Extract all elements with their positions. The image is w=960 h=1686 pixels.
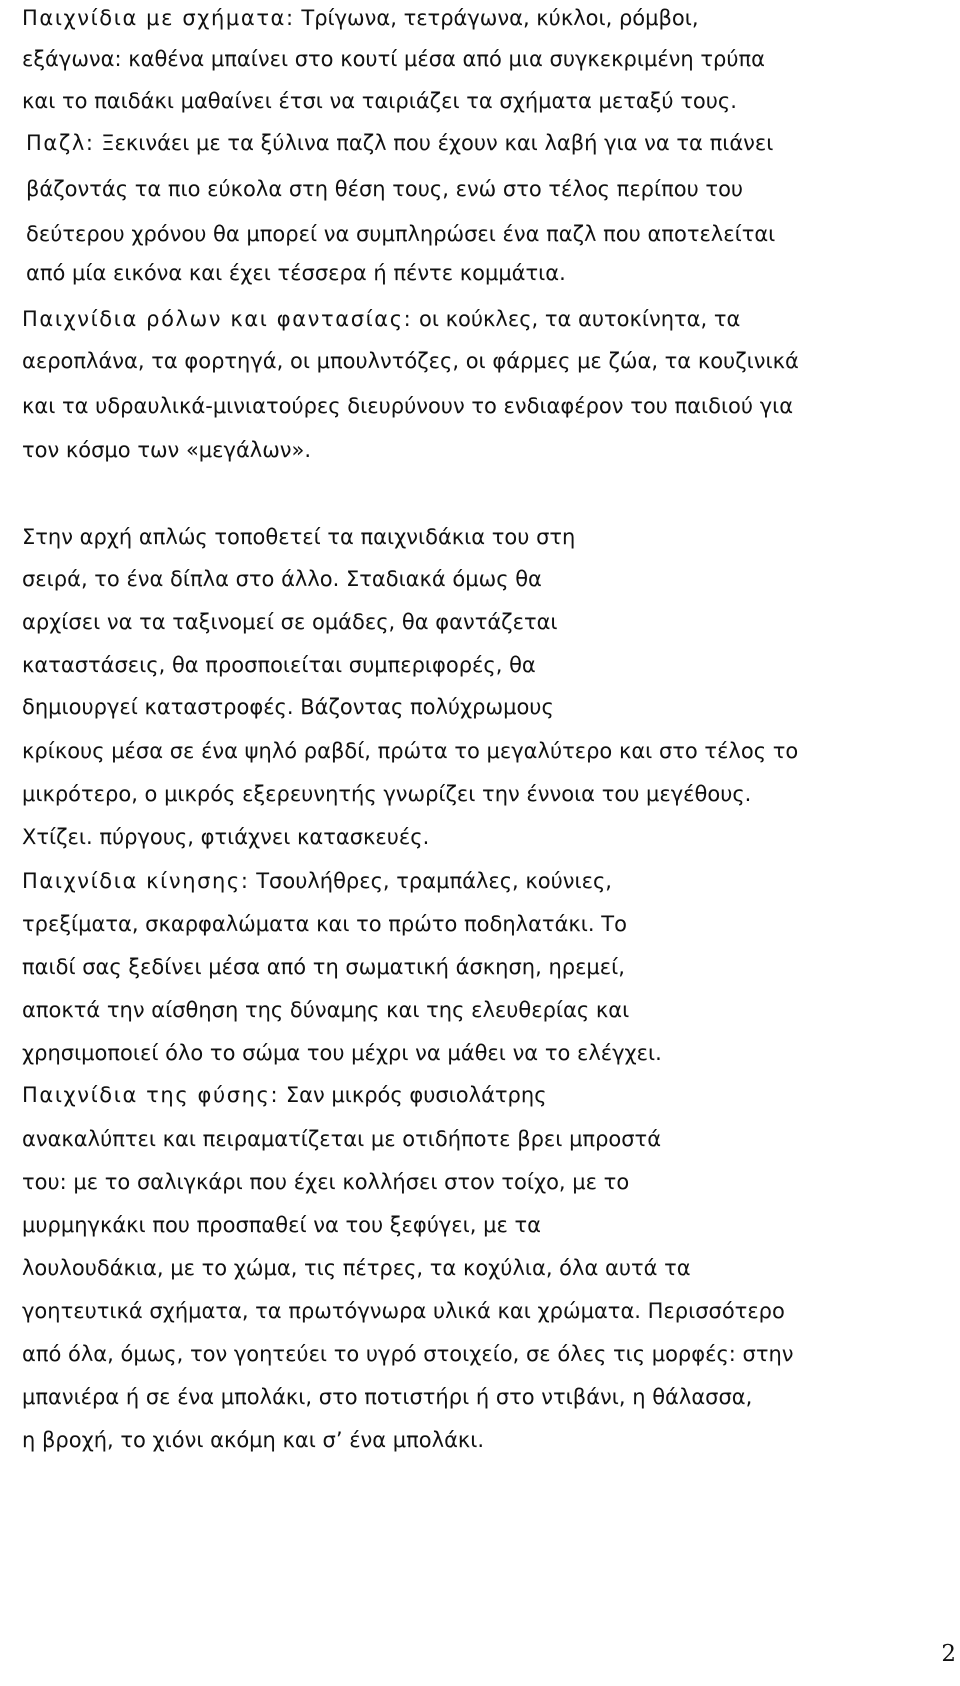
line-text: κρίκους μέσα σε ένα ψηλό ραβδί, πρώτα το μεγαλύτερο και στο τέλος το <box>22 739 799 763</box>
text-line <box>22 436 311 464</box>
text-line <box>22 4 699 32</box>
line-text: λουλουδάκια, με το χώμα, τις πέτρες, τα κοχύλια, όλα αυτά τα <box>22 1256 691 1280</box>
text-line <box>26 175 743 203</box>
text-line <box>22 651 536 679</box>
line-text: παιδί σας ξεδίνει μέσα από τη σωματική άσκηση, ηρεμεί, <box>22 955 625 979</box>
text-line <box>22 953 625 981</box>
line-text: αποκτά την αίσθηση της δύναμης και της ελευθερίας και <box>22 998 630 1022</box>
text-line <box>22 780 751 808</box>
text-line <box>22 305 740 333</box>
line-text: από μία εικόνα και έχει τέσσερα ή πέντε κομμάτια. <box>26 261 566 285</box>
text-line <box>22 693 554 721</box>
line-text: οι κούκλες, τα αυτοκίνητα, τα <box>412 307 741 331</box>
line-text: Ξεκινάει με τα ξύλινα παζλ που έχουν και λαβή για να τα πιάνει <box>94 131 774 155</box>
line-text: εξάγωνα: καθένα μπαίνει στο κουτί μέσα από μια συγκεκριμένη τρύπα <box>22 47 765 71</box>
text-line <box>22 523 575 551</box>
line-text: αρχίσει να τα ταξινομεί σε ομάδες, θα φαντάζεται <box>22 610 558 634</box>
line-text: καταστάσεις, θα προσποιείται συμπεριφορές, θα <box>22 653 536 677</box>
text-line <box>22 1340 794 1368</box>
text-line <box>22 910 627 938</box>
line-text: χρησιμοποιεί όλο το σώμα του μέχρι να μάθει να το ελέγχει. <box>22 1041 662 1065</box>
line-text: Χτίζει. πύργους, φτιάχνει κατασκευές. <box>22 825 430 849</box>
text-line <box>22 608 558 636</box>
section-heading: Παιχνίδια με σχήματα: <box>22 6 295 30</box>
text-line <box>22 867 612 895</box>
line-text: Τρίγωνα, τετράγωνα, κύκλοι, ρόμβοι, <box>294 6 699 30</box>
line-text: τον κόσμο των «μεγάλων». <box>22 438 312 462</box>
line-text: από όλα, όμως, τον γοητεύει το υγρό στοιχείο, σε όλες τις μορφές: στην <box>22 1342 794 1366</box>
line-text: σειρά, το ένα δίπλα στο άλλο. Σταδιακά όμως θα <box>22 567 542 591</box>
line-text: μυρμηγκάκι που προσπαθεί να του ξεφύγει, με τα <box>22 1213 541 1237</box>
text-line <box>22 45 765 73</box>
text-line <box>22 1168 629 1196</box>
page-number: 2 <box>941 1641 956 1667</box>
text-line <box>26 220 775 248</box>
text-line <box>26 129 773 157</box>
text-line <box>22 1254 691 1282</box>
section-heading: Παιχνίδια της φύσης: <box>22 1083 280 1107</box>
line-text: μπανιέρα ή σε ένα μπολάκι, στο ποτιστήρι ή στο ντιβάνι, η θάλασσα, <box>22 1385 753 1409</box>
text-line <box>22 737 798 765</box>
line-text: Στην αρχή απλώς τοποθετεί τα παιχνιδάκια του στη <box>22 525 576 549</box>
line-text: δεύτερου χρόνου θα μπορεί να συμπληρώσει ένα παζλ που αποτελείται <box>26 222 776 246</box>
text-line <box>22 392 793 420</box>
text-line <box>22 823 429 851</box>
line-text: τρεξίματα, σκαρφαλώματα και το πρώτο ποδηλατάκι. Το <box>22 912 627 936</box>
section-heading: Παιχνίδια κίνησης: <box>22 869 250 893</box>
text-line <box>22 1081 547 1109</box>
text-line <box>26 259 566 287</box>
text-line <box>22 1426 484 1454</box>
line-text: ανακαλύπτει και πειραματίζεται με οτιδήποτε βρει μπροστά <box>22 1127 662 1151</box>
line-text: γοητευτικά σχήματα, τα πρωτόγνωρα υλικά και χρώματα. Περισσότερο <box>22 1299 785 1323</box>
section-heading: Παζλ: <box>26 131 95 155</box>
text-line <box>22 1125 661 1153</box>
line-text: του: με το σαλιγκάρι που έχει κολλήσει στον τοίχο, με το <box>22 1170 630 1194</box>
line-text: αεροπλάνα, τα φορτηγά, οι μπουλντόζες, οι φάρμες με ζώα, τα κουζινικά <box>22 349 799 373</box>
line-text: μικρότερο, ο μικρός εξερευνητής γνωρίζει την έννοια του μεγέθους. <box>22 782 752 806</box>
text-line <box>22 565 542 593</box>
text-line <box>22 996 629 1024</box>
text-line <box>22 1211 541 1239</box>
line-text: η βροχή, το χιόνι ακόμη και σ’ ένα μπολάκι. <box>22 1428 485 1452</box>
line-text: δημιουργεί καταστροφές. Βάζοντας πολύχρωμους <box>22 695 554 719</box>
text-line <box>22 1039 662 1067</box>
text-line <box>22 347 799 375</box>
line-text: Σαν μικρός φυσιολάτρης <box>279 1083 547 1107</box>
text-line <box>22 87 737 115</box>
line-text: Τσουλήθρες, τραμπάλες, κούνιες, <box>249 869 612 893</box>
text-line <box>22 1297 785 1325</box>
line-text: βάζοντάς τα πιο εύκολα στη θέση τους, ενώ στο τέλος περίπου του <box>26 177 744 201</box>
text-line <box>22 1383 752 1411</box>
line-text: και το παιδάκι μαθαίνει έτσι να ταιριάζει τα σχήματα μεταξύ τους. <box>22 89 737 113</box>
section-heading: Παιχνίδια ρόλων και φαντασίας: <box>22 307 413 331</box>
line-text: και τα υδραυλικά-μινιατούρες διευρύνουν το ενδιαφέρον του παιδιού για <box>22 394 794 418</box>
